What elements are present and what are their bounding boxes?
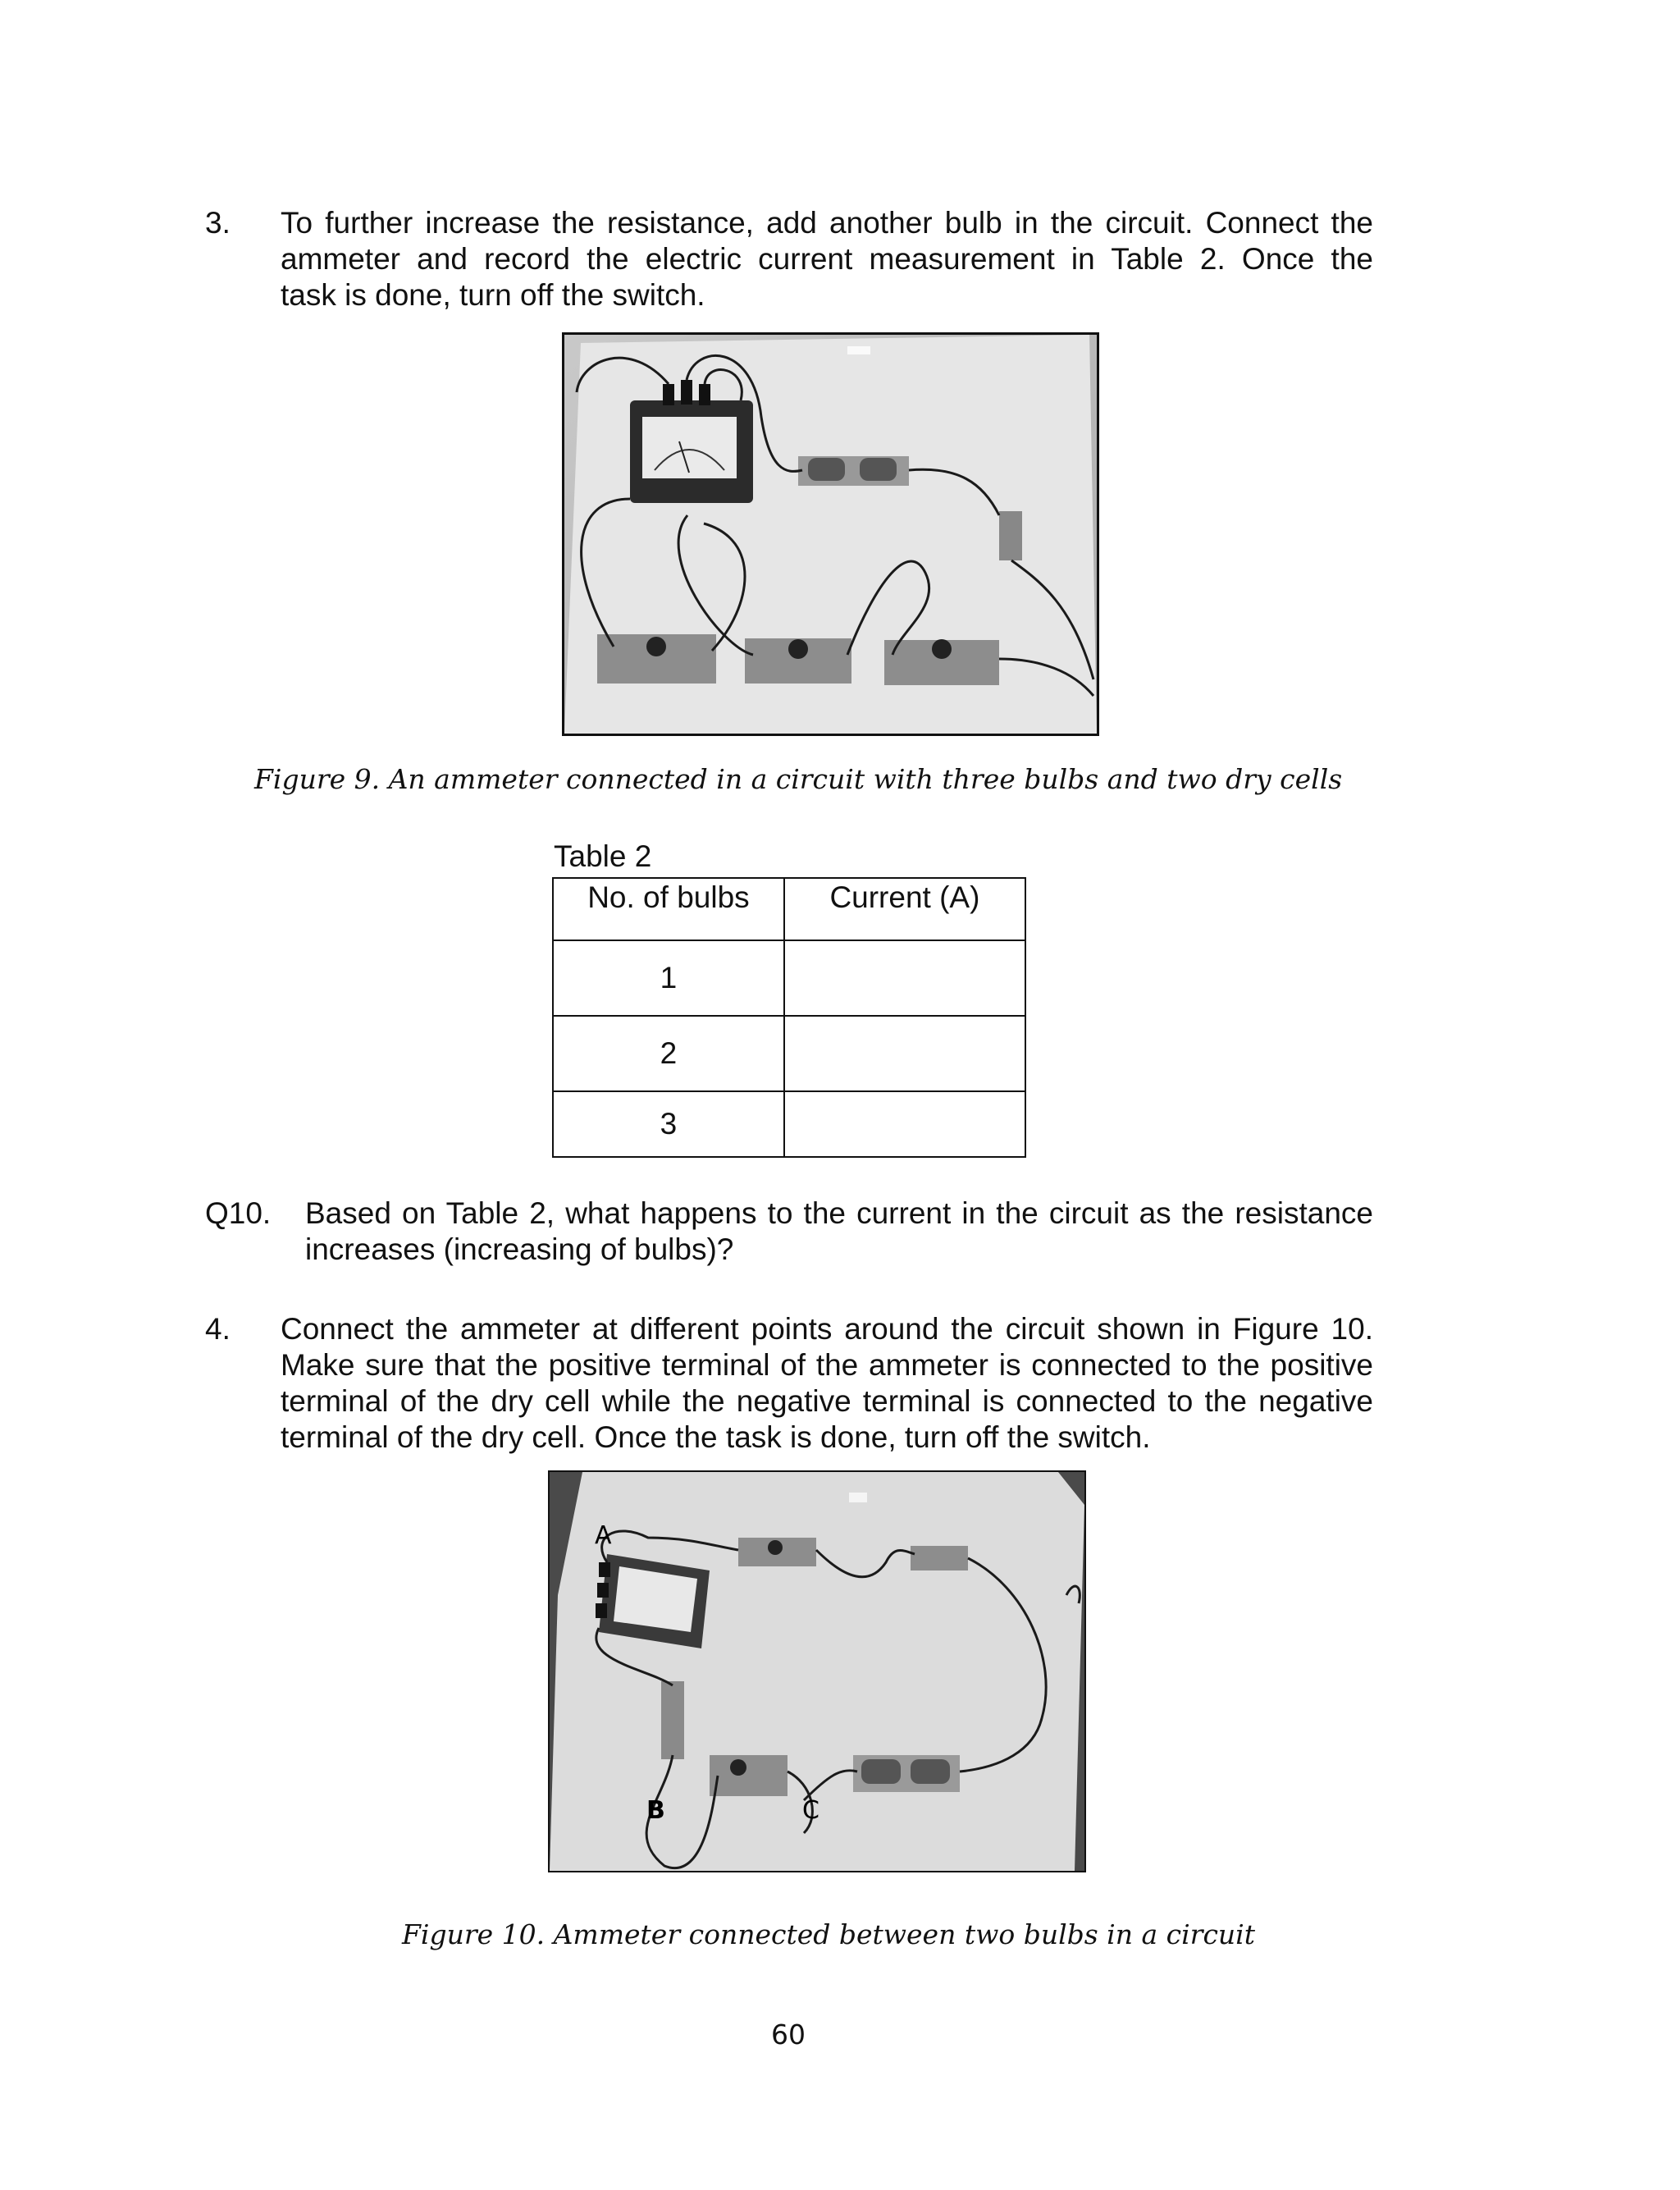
step-4-line-4: terminal of the dry cell. Once the task is done, turn off the switch. <box>281 1420 1151 1454</box>
table-header-current: Current (A) <box>784 878 1025 940</box>
figure-10-label-a: A <box>595 1521 612 1550</box>
table-2 <box>552 877 1026 1158</box>
table-cell-current <box>784 940 1025 1016</box>
table-row <box>553 1016 1025 1091</box>
figure-9-circuit-illustration <box>564 335 1097 734</box>
step-3-text <box>281 205 1373 313</box>
table-cell-bulbs: 3 <box>553 1091 784 1157</box>
bulb-holders <box>597 634 999 685</box>
step-4-line-2: Make sure that the positive terminal of the ammeter is connected to the positive <box>281 1348 1373 1382</box>
switch <box>661 1681 684 1759</box>
step-3-number: 3. <box>205 206 231 240</box>
step-3-line-2: ammeter and record the electric current measurement in Table 2. Once the <box>281 242 1373 276</box>
table-cell-current <box>784 1016 1025 1091</box>
q10-text <box>305 1196 1373 1268</box>
figure-10-label-b: B <box>646 1796 665 1825</box>
step-3-line-3: task is done, turn off the switch. <box>281 278 705 312</box>
figure-9-caption: Figure 9. An ammeter connected in a circuit with three bulbs and two dry cells <box>254 763 1343 795</box>
figure-10-label-c: C <box>802 1796 819 1825</box>
step-3-line-1: To further increase the resistance, add another bulb in the circuit. Connect the <box>281 206 1373 240</box>
q10-line-2: increases (increasing of bulbs)? <box>305 1232 734 1266</box>
figure-9-photo <box>562 332 1099 736</box>
figure-10-caption: Figure 10. Ammeter connected between two bulbs in a circuit <box>402 1918 1255 1950</box>
table-2-title: Table 2 <box>554 839 652 873</box>
table-cell-current <box>784 1091 1025 1157</box>
table-header-row <box>553 878 1025 940</box>
q10-number: Q10. <box>205 1196 272 1230</box>
table-header-bulbs: No. of bulbs <box>553 878 784 940</box>
table-row <box>553 1091 1025 1157</box>
step-4-line-3: terminal of the dry cell while the negative terminal is connected to the negative <box>281 1384 1373 1418</box>
table-cell-bulbs: 1 <box>553 940 784 1016</box>
step-4-text <box>281 1311 1373 1456</box>
dry-cells <box>798 456 909 486</box>
figure-10-photo <box>548 1470 1086 1872</box>
table-cell-bulbs: 2 <box>553 1016 784 1091</box>
switch <box>999 511 1022 560</box>
table-row <box>553 940 1025 1016</box>
dry-cells <box>853 1755 960 1792</box>
step-4-number: 4. <box>205 1312 231 1346</box>
page-number: 60 <box>771 2019 806 2051</box>
step-4-line-1: Connect the ammeter at different points around the circuit shown in Figure 10. <box>281 1312 1373 1346</box>
q10-line-1: Based on Table 2, what happens to the current in the circuit as the resistance <box>305 1196 1373 1230</box>
